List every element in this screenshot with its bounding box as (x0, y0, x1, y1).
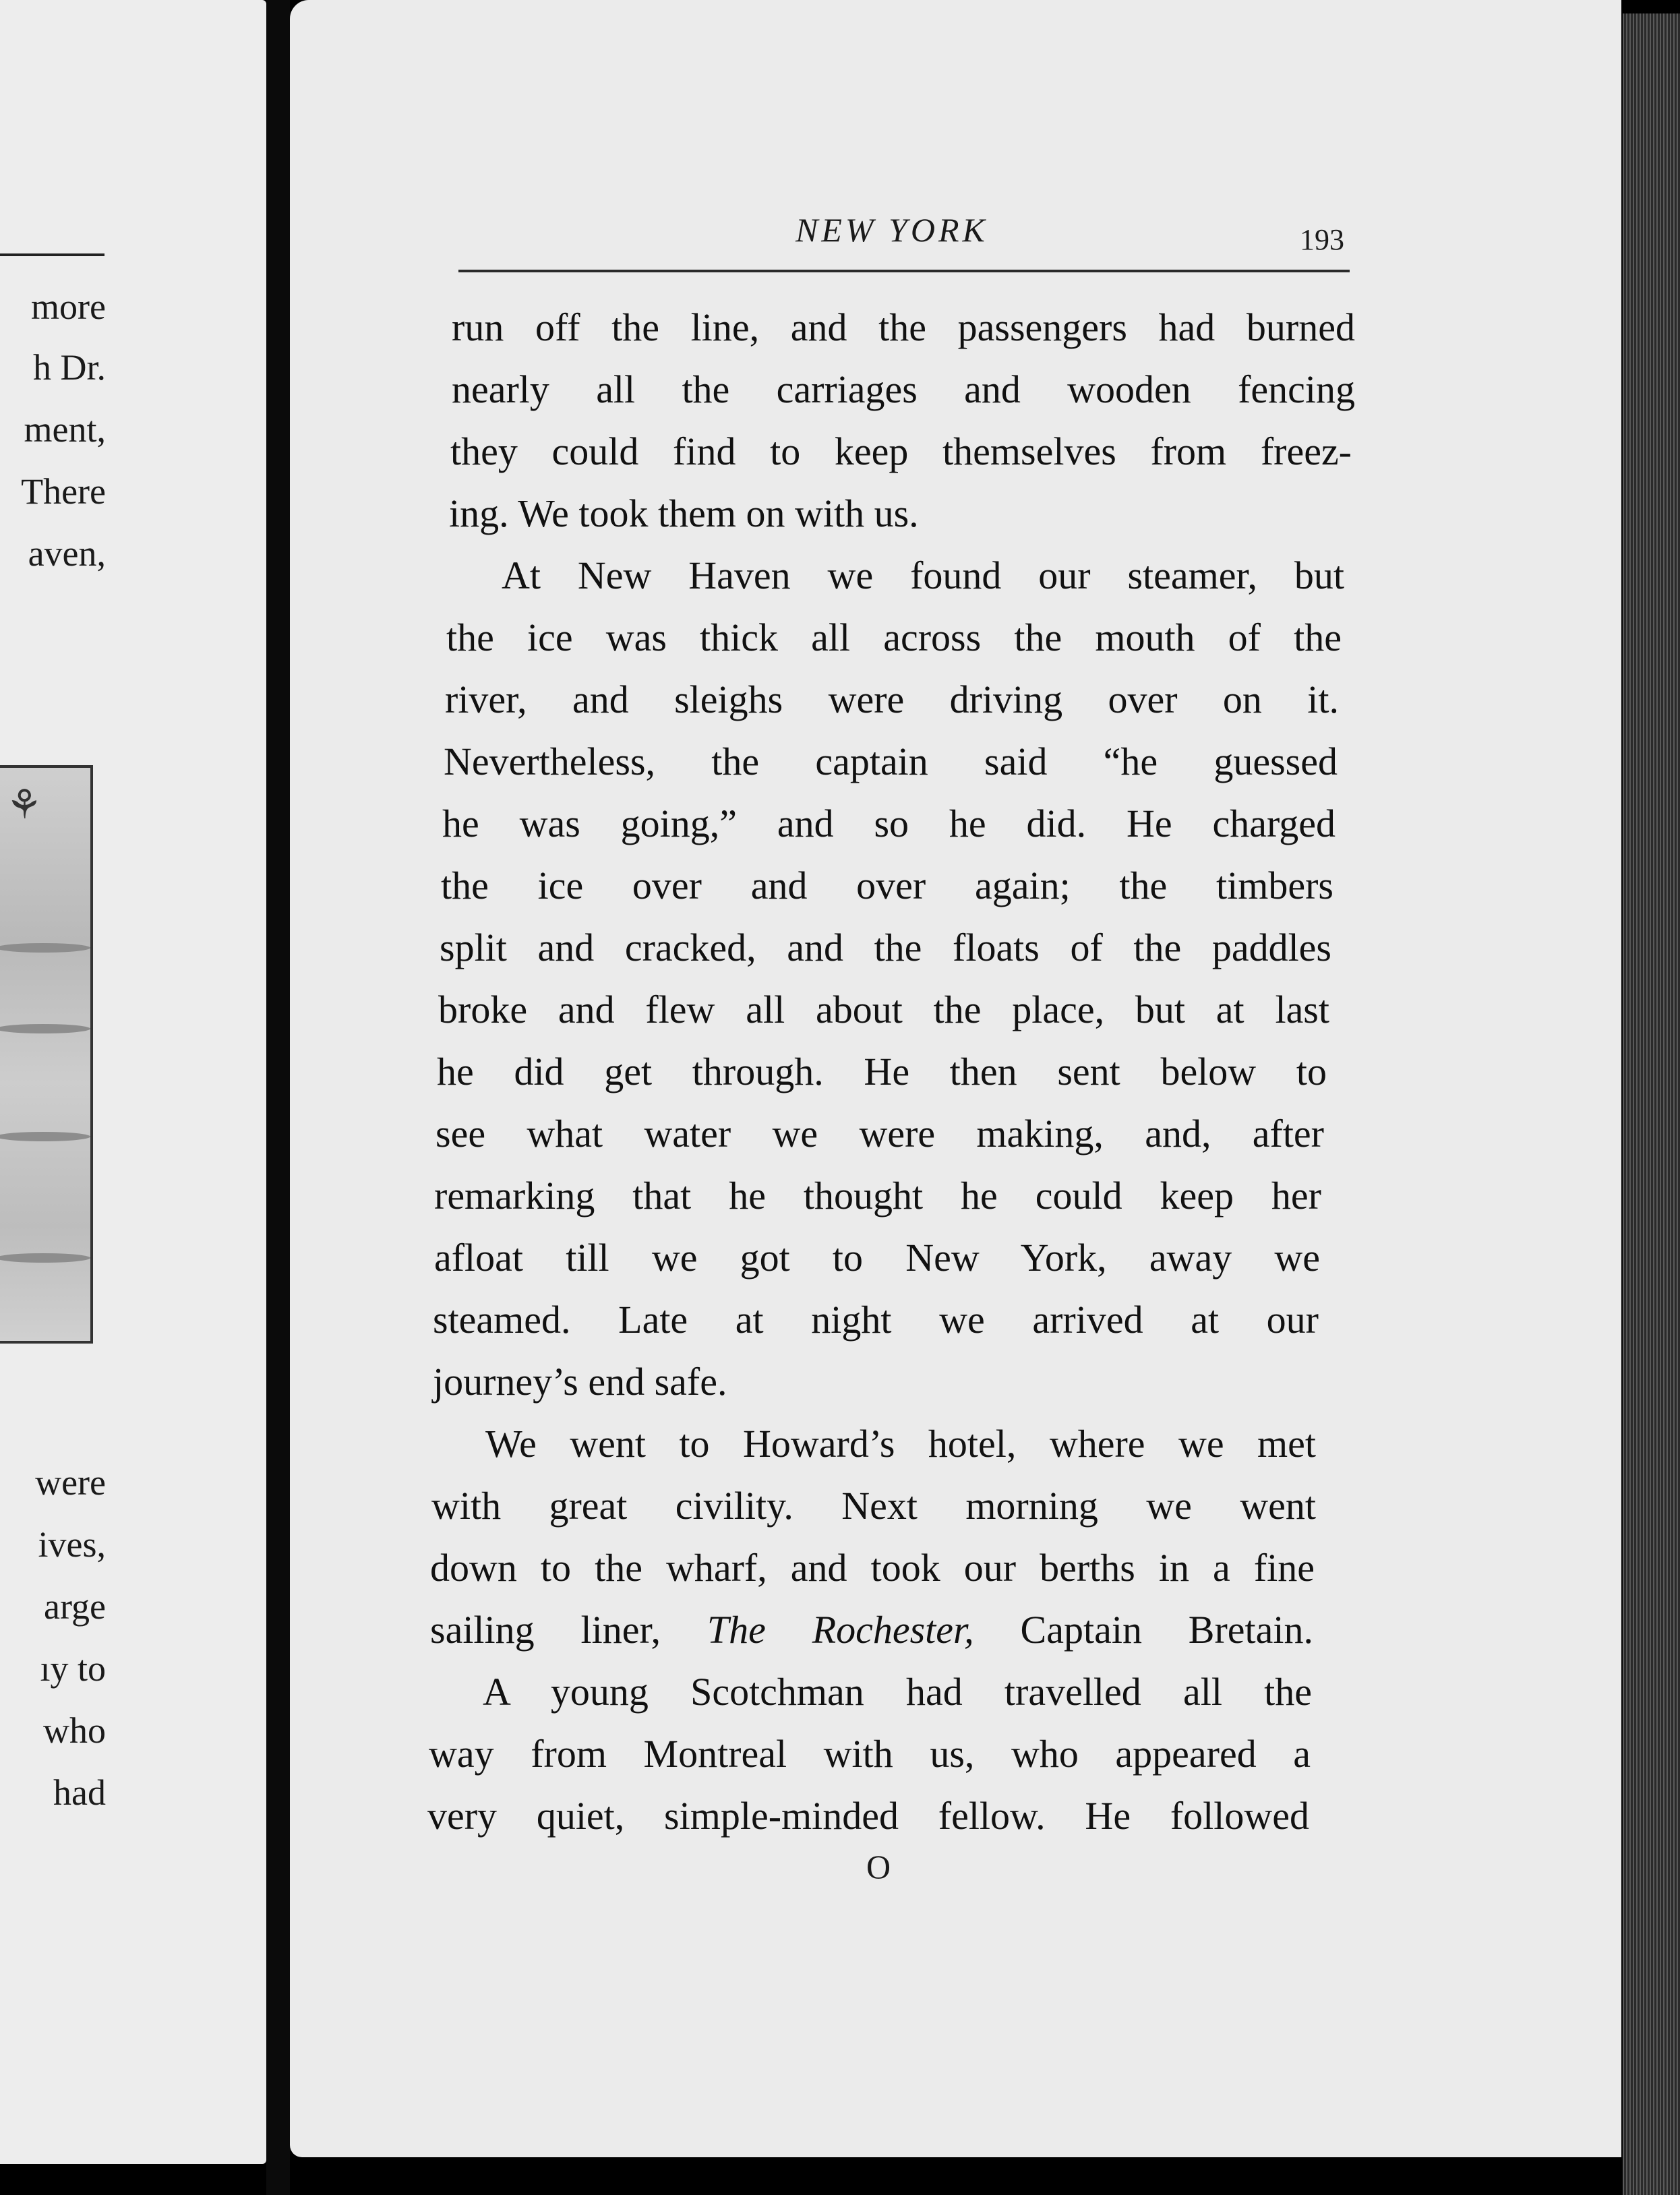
left-text-fragment: h Dr. (33, 347, 106, 388)
text-line: nearly all the carriages and wooden fencing (452, 367, 1355, 411)
left-text-fragment: There (21, 471, 106, 512)
left-page (0, 0, 266, 2164)
text-line: see what water we were making, and, after (436, 1112, 1324, 1155)
left-text-fragment: ment, (24, 409, 106, 450)
illustration-shading (0, 1024, 90, 1033)
left-header-rule (0, 253, 104, 256)
text-line: run off the line, and the passengers had burned (452, 305, 1355, 349)
text-line: journey’s end safe. (433, 1360, 727, 1404)
text-line: broke and flew all about the place, but at last (438, 988, 1329, 1031)
book-gutter (266, 0, 290, 2195)
text-line: We went to Howard’s hotel, where we met (485, 1422, 1316, 1466)
illustration-shading (0, 1253, 90, 1263)
left-text-fragment: aven, (28, 533, 106, 574)
text-line: At New Haven we found our steamer, but (502, 553, 1344, 597)
text-line: with great civility. Next morning we went (431, 1484, 1316, 1528)
text-line: remarking that he thought he could keep her (434, 1174, 1321, 1217)
text-line: he was going,” and so he did. He charged (442, 802, 1336, 845)
text-line: the ice over and over again; the timbers (441, 864, 1333, 907)
body-text (427, 297, 1355, 1847)
text-line: he did get through. He then sent below to (437, 1050, 1327, 1093)
illustration-shading (0, 1132, 90, 1141)
text-line: afloat till we got to New York, away we (434, 1236, 1320, 1280)
page-edges (1623, 13, 1680, 2195)
text-line: they could find to keep themselves from freez- (450, 429, 1352, 473)
ship-name: The Rochester, (707, 1608, 974, 1652)
text-line: split and cracked, and the floats of the paddles (440, 926, 1331, 969)
text-line (430, 1599, 1313, 1661)
left-text-fragment: ıy to (40, 1648, 106, 1689)
illustration-shading (0, 943, 90, 953)
left-text-fragment: were (35, 1462, 106, 1503)
header-rule (458, 270, 1350, 272)
text-segment: Captain Bretain. (1020, 1608, 1314, 1652)
left-text-fragment: had (53, 1772, 106, 1813)
signature-mark: O (866, 1848, 891, 1886)
text-line: A young Scotchman had travelled all the (483, 1670, 1312, 1714)
text-line: down to the wharf, and took our berths in a fine (430, 1546, 1315, 1590)
left-illustration (0, 765, 93, 1344)
text-segment: sailing liner, (430, 1608, 661, 1652)
text-line: the ice was thick all across the mouth of the (446, 615, 1342, 659)
text-line: steamed. Late at night we arrived at our (433, 1298, 1319, 1342)
left-text-fragment: more (31, 287, 106, 327)
text-line: very quiet, simple-minded fellow. He followed (427, 1794, 1309, 1838)
left-text-fragment: ives, (38, 1524, 106, 1565)
left-text-fragment: arge (44, 1586, 106, 1627)
page-number: 193 (1300, 223, 1344, 256)
text-line: ing. We took them on with us. (449, 491, 919, 535)
tree-sketch-icon: ⚘ (6, 781, 42, 829)
left-text-fragment: who (43, 1710, 106, 1751)
text-line: river, and sleighs were driving over on it. (445, 678, 1339, 721)
text-line: way from Montreal with us, who appeared a (429, 1732, 1311, 1776)
running-head: NEW YORK (796, 211, 988, 249)
text-line: Nevertheless, the captain said “he guessed (444, 740, 1338, 783)
